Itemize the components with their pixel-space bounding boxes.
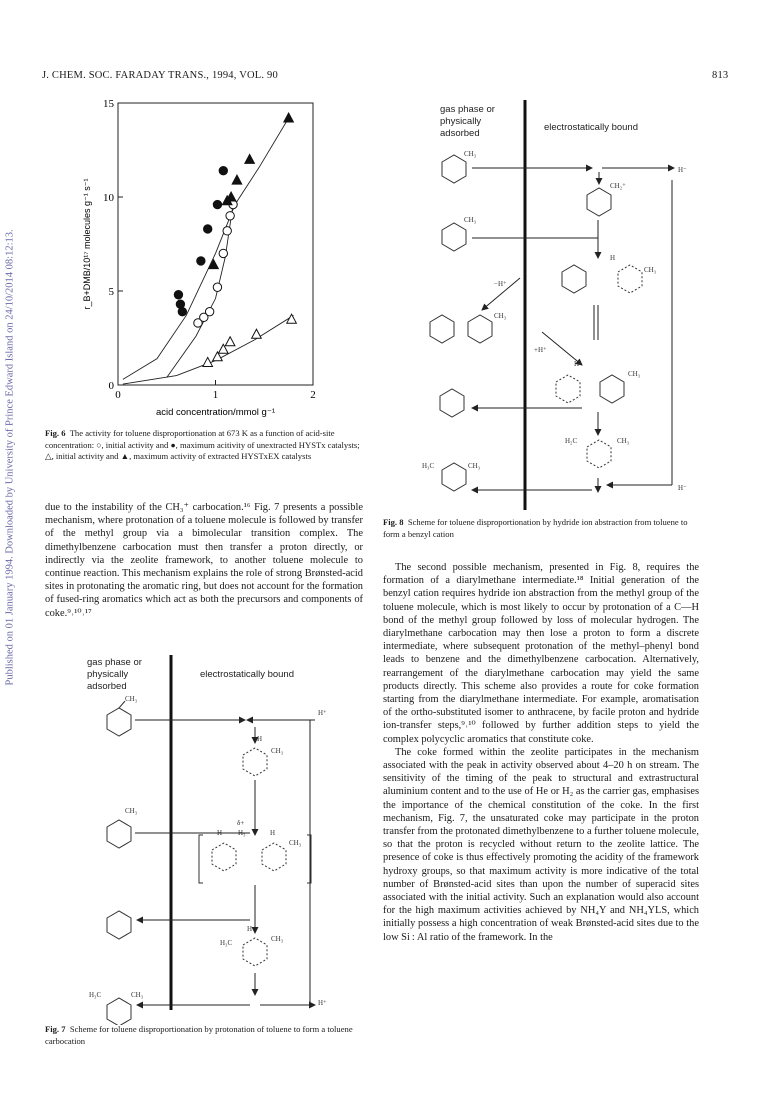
right-column: [383, 561, 699, 944]
f8-dmb-ring: [442, 463, 466, 491]
f8-protonated-ring-a: [556, 375, 580, 403]
fig6-label: Fig. 6: [45, 428, 66, 438]
fig7-caption: [45, 1024, 363, 1047]
fig7-label: Fig. 7: [45, 1024, 66, 1034]
chem-h-2: H: [217, 829, 223, 837]
data-point-open-triangle: [225, 337, 235, 346]
f8-ch3-2: CH₃: [464, 216, 477, 224]
left-paragraph: [45, 501, 363, 620]
fig8-header-line1: gas phase or: [440, 104, 495, 115]
page-number: 813: [712, 70, 729, 81]
left-paragraph-1: due to the instability of the CH₃⁺ carbocation.¹⁶ Fig. 7 presents a possible mechanism, where protonation of a toluene molecule is followed by transfer of the methyl group via a bimolecular transition complex. The dimethylbenzene carbocation must then transfer a proton directly, or indirectly via the zeolite framework, to another toluene molecule to continue reaction. This mechanism explains the role of strong Brønsted-acid sites in protonating the aromatic ring, but does not account for the formation of fused-ring aromatics which act as both the precursors and components of coke.⁹˒¹⁰˒¹⁷: [45, 502, 363, 619]
right-paragraph-2: The coke formed within the zeolite participates in the mechanism associated with the peak in activity observed about 4–20 h on stream. The sensitivity of the timing of the peak to structural and extrastructural aluminium content and to the use of He or H₂ as the carrier gas, emphasises the importance of the chemical constitution of the coke. In the first mechanism, Fig. 7, the unsaturated coke may participate in the proton transfer from the protonated dimethylbenzene to a further toluene molecule, so that the proton is recycled without return to the zeolite lattice. The presence of coke is thus effectively promoting the acidity of the framework hydroxy groups, so that maximum activity is more indicative of the total number of Brønsted-acid sites than upon the number of superacid sites associated with the initial activity. Such an explanation would also account for the high maximum activities achieved by NH₄Y and NH₄YLS, which initially possess a high concentration of weak Brønsted-acid sites due to the low Si : Al ratio of the framework. In the: [383, 746, 699, 943]
fig7-scheme: [75, 655, 335, 1025]
data-point-filled-circle: [178, 307, 186, 315]
f8-diarylmethane-ring-a: [430, 315, 454, 343]
f8-ch3-5: CH₃: [628, 370, 641, 378]
y-axis-label: r_B+DMB/10¹⁷ molecules g⁻¹ s⁻¹: [82, 178, 92, 310]
f8-diarylmethane-ring-b: [468, 315, 492, 343]
data-point-open-triangle: [252, 329, 262, 338]
y-tick-label: 10: [103, 192, 114, 204]
chem-ch3-1: CH₃: [125, 695, 138, 703]
x-tick-label: 2: [310, 389, 316, 401]
f8-minus-h: −H⁺: [494, 280, 507, 288]
f8-ch3-7: CH₃: [468, 462, 481, 470]
dmb-carbocation-ring: [243, 938, 267, 966]
data-point-filled-circle: [204, 225, 212, 233]
f8-h-1: H: [610, 254, 616, 262]
x-tick-label: 1: [212, 389, 219, 401]
data-point-filled-triangle: [245, 154, 255, 163]
fig8-header-line3: adsorbed: [440, 128, 480, 139]
chem-ch3-4: CH₃: [289, 839, 302, 847]
complex-ring-b: [262, 843, 286, 871]
fig8-label: Fig. 8: [383, 517, 404, 527]
toluene-ring-2: [107, 820, 131, 848]
f8-ch2plus: CH₂⁺: [610, 182, 626, 190]
toluene-carbocation-ring: [243, 748, 267, 776]
data-point-open-circle: [205, 307, 213, 315]
data-point-filled-circle: [213, 200, 221, 208]
fig7-header-right: electrostatically bound: [200, 669, 294, 680]
fit-curve: [123, 118, 289, 379]
chem-delta-1: δ+: [237, 819, 245, 827]
f8-toluene-ring: [442, 155, 466, 183]
fit-curve: [123, 315, 294, 384]
benzene-ring: [107, 911, 131, 939]
dmb-ring: [107, 998, 131, 1025]
running-header: J. CHEM. SOC. FARADAY TRANS., 1994, VOL. 90: [42, 70, 278, 81]
complex-ring-a: [212, 843, 236, 871]
data-point-filled-circle: [174, 291, 182, 299]
chem-ch3-5: CH₃: [271, 935, 284, 943]
fig8-header-right: electrostatically bound: [544, 122, 638, 133]
fig8-caption: [383, 517, 698, 540]
fig6-chart: [70, 95, 360, 420]
data-point-filled-triangle: [284, 113, 294, 122]
f8-hminus-1: H⁻: [678, 166, 687, 174]
f8-benzene-ring: [440, 389, 464, 417]
f8-dam-ring-b: [618, 265, 642, 293]
f8-ch3-3: CH₃: [644, 266, 657, 274]
f8-h3c: H₃C: [422, 462, 435, 470]
chem-ch3-6: CH₃: [131, 991, 144, 999]
f8-plus-h: +H⁺: [534, 346, 547, 354]
chem-h3c-1: H₃C: [220, 939, 233, 947]
chem-ch3-3: CH₃: [125, 807, 138, 815]
fig7-header-line2: physically: [87, 669, 129, 680]
f8-toluene-ring-2: [442, 223, 466, 251]
f8-benzyl-ring: [587, 188, 611, 216]
y-tick-label: 5: [108, 286, 114, 298]
fig8-header-line2: physically: [440, 116, 482, 127]
chem-h-1: H: [257, 735, 263, 743]
download-watermark: Published on 01 January 1994. Downloaded by University of Prince Edward Island on 24/10/2014 08:12:13.: [4, 229, 16, 686]
right-paragraph-1: The second possible mechanism, presented in Fig. 8, requires the formation of a diarylmethane intermediate.¹⁸ Initial generation of the benzyl cation requires hydride ion abstraction from the methyl group of the toluene molecule, which is most likely to occur by protonation of a C—H bond of the methyl group followed by loss of molecular hydrogen. The diarylmethane carbocation may then lose a proton to form a discrete intermediate, where subsequent protonation of the methyl–phenyl bond leads to benzene and the dimethylbenzene carbocation. Alternatively, rearrangement of the diarylmethane carbocation may yield the same products directly. This scheme also provides a route for coke formation starting from the diarylmethane intermediate. For example, aromatisation of the ortho-substituted isomer to anthracene, by facile proton and hydride ion-transfer steps,⁹˒¹⁰ followed by further addition steps to yield the complex polycyclic aromatics that constitute coke.: [383, 562, 699, 745]
f8-dam-ring-a: [562, 265, 586, 293]
chem-hplus-1: H⁺: [318, 709, 327, 717]
x-tick-label: 0: [115, 389, 121, 401]
chem-h-3: H: [270, 829, 276, 837]
fig7-header-line1: gas phase or: [87, 657, 142, 668]
fig8-scheme: [422, 100, 702, 510]
f8-h-2: H: [574, 360, 580, 368]
f8-ch3-4: CH₃: [494, 312, 507, 320]
data-point-open-circle: [219, 249, 227, 257]
fig6-caption-text: The activity for toluene disproportionation at 673 K as a function of acid-site concentration: ○, initial activity and ●, maximum acitivity of unextracted HYSTx catalysts; △, initial activity and ▲, maximum activity of extracted HYSTxEX catalysts: [45, 428, 360, 461]
f8-ch3-1: CH₃: [464, 150, 477, 158]
chem-ch3-2: CH₃: [271, 747, 284, 755]
f8-hminus-2: H⁻: [678, 484, 687, 492]
data-point-filled-triangle: [232, 175, 242, 184]
y-tick-label: 0: [108, 380, 114, 392]
data-point-filled-circle: [219, 166, 227, 174]
chem-h3: H₃: [238, 829, 246, 837]
data-point-open-circle: [223, 227, 231, 235]
f8-dmb-carbocation-ring: [587, 440, 611, 468]
data-point-open-circle: [213, 283, 221, 291]
fig7-caption-text: Scheme for toluene disproportionation by protonation of toluene to form a toluene carbocation: [45, 1024, 353, 1046]
y-tick-label: 15: [103, 98, 114, 110]
f8-ch3-6: CH₃: [617, 437, 630, 445]
chem-hplus-2: H⁺: [318, 999, 327, 1007]
plot-frame: [118, 103, 313, 385]
fig8-caption-text: Scheme for toluene disproportionation by hydride ion abstraction from toluene to form a benzyl cation: [383, 517, 688, 539]
f8-protonated-ring-b: [600, 375, 624, 403]
data-point-open-circle: [226, 212, 234, 220]
chem-h-4: H: [247, 925, 253, 933]
fig6-caption: [45, 428, 363, 463]
chem-h3c-2: H₃C: [89, 991, 102, 999]
x-axis-label: acid concentration/mmol g⁻¹: [155, 407, 276, 418]
f8-h2c: H₂C: [565, 437, 578, 445]
data-point-filled-circle: [197, 257, 205, 265]
fig7-header-line3: adsorbed: [87, 681, 127, 692]
toluene-ring: [107, 708, 131, 736]
